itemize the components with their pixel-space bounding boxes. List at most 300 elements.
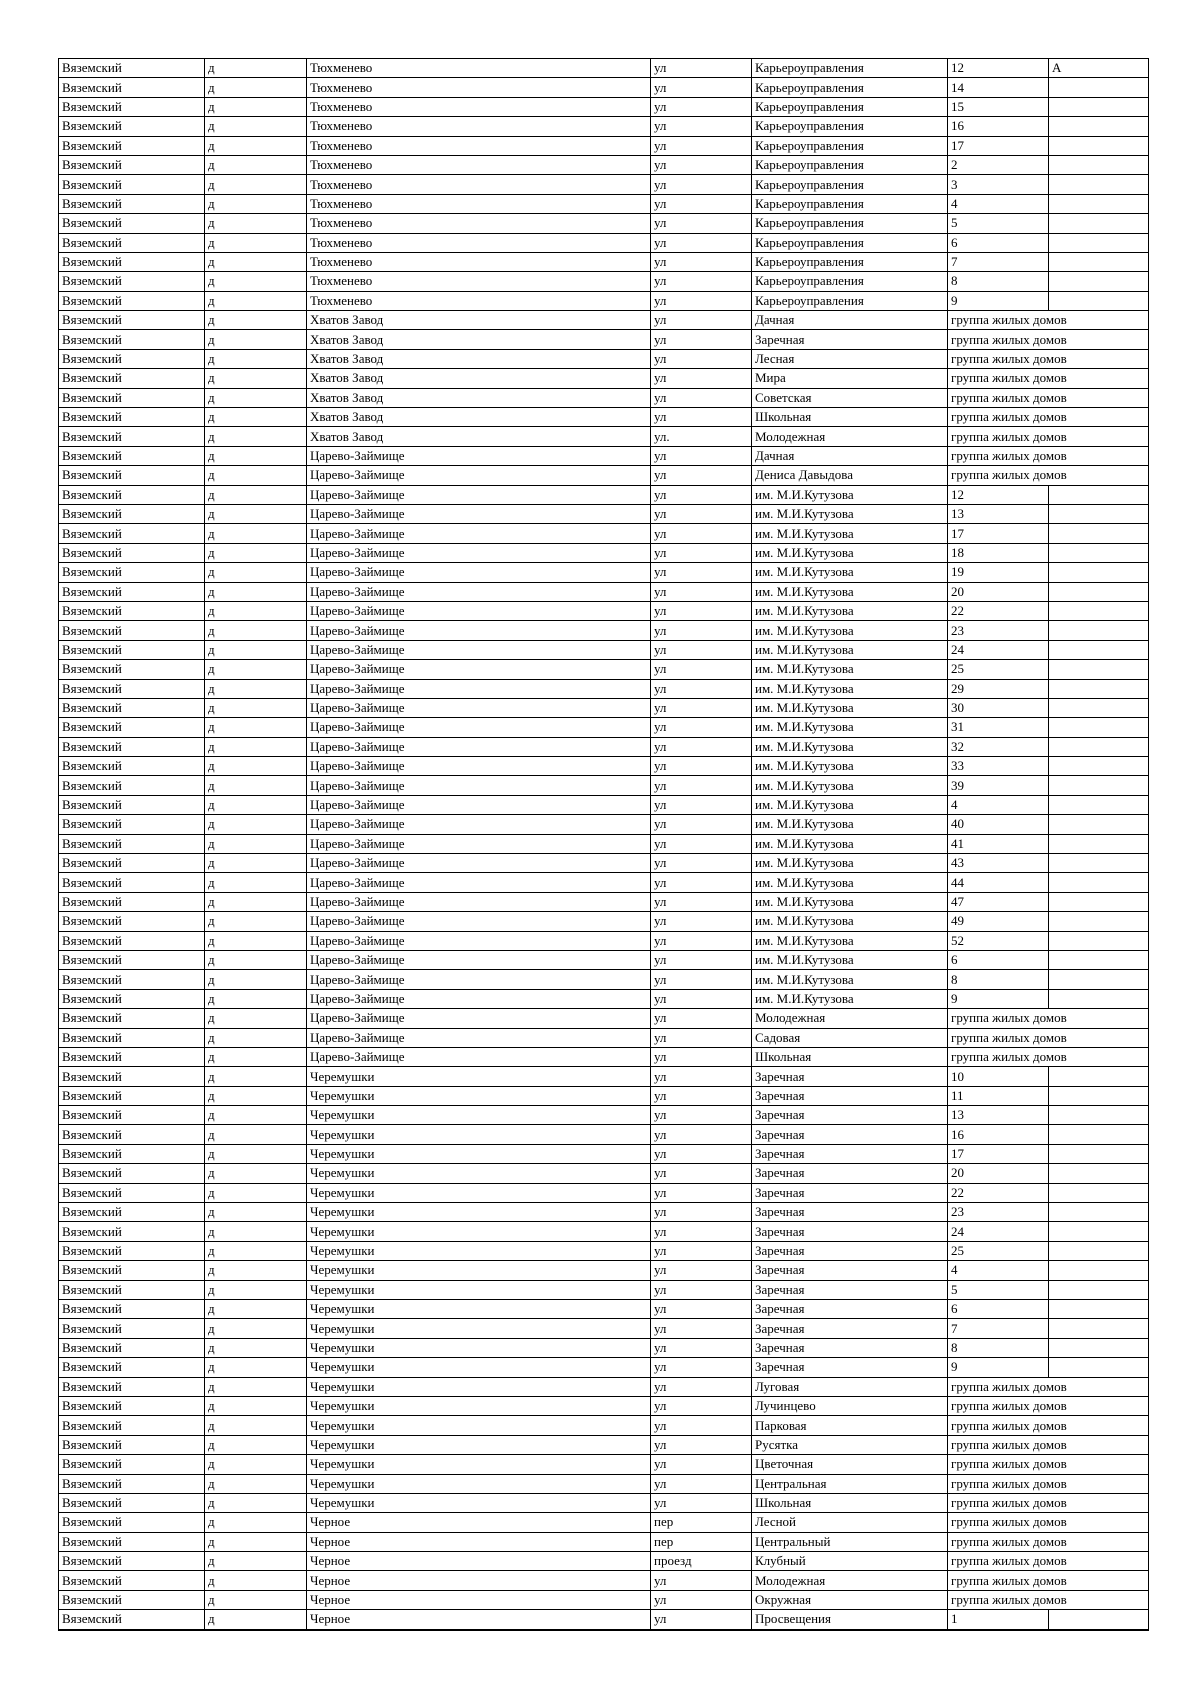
table-row	[59, 1377, 1149, 1396]
settlement-type-cell: д	[205, 272, 307, 291]
building-letter-cell	[1049, 1610, 1149, 1630]
building-letter-cell	[1049, 1222, 1149, 1241]
table-row	[59, 757, 1149, 776]
settlement-name-cell: Черемушки	[307, 1203, 651, 1222]
street-type-cell: ул	[651, 388, 752, 407]
street-type-cell: ул	[651, 1416, 752, 1435]
house-number-cell: 4	[948, 795, 1049, 814]
settlement-type-cell: д	[205, 757, 307, 776]
settlement-name-cell: Царево-Займище	[307, 854, 651, 873]
street-name-cell: Заречная	[752, 1358, 948, 1377]
street-name-cell: им. М.И.Кутузова	[752, 621, 948, 640]
settlement-type-cell: д	[205, 97, 307, 116]
district-cell: Вяземский	[59, 252, 205, 271]
settlement-type-cell: д	[205, 427, 307, 446]
house-number-cell: 23	[948, 621, 1049, 640]
district-cell: Вяземский	[59, 1009, 205, 1028]
street-name-cell: Карьероуправления	[752, 155, 948, 174]
building-letter-cell	[1049, 1358, 1149, 1377]
building-letter-cell	[1049, 854, 1149, 873]
street-type-cell: ул	[651, 582, 752, 601]
settlement-type-cell: д	[205, 698, 307, 717]
street-name-cell: Заречная	[752, 1144, 948, 1163]
district-cell: Вяземский	[59, 834, 205, 853]
street-name-cell: Центральный	[752, 1532, 948, 1551]
settlement-name-cell: Черемушки	[307, 1338, 651, 1357]
building-letter-cell	[1049, 1183, 1149, 1202]
house-number-cell: 8	[948, 272, 1049, 291]
settlement-type-cell: д	[205, 854, 307, 873]
house-number-cell: 22	[948, 1183, 1049, 1202]
street-type-cell: ул	[651, 834, 752, 853]
district-cell: Вяземский	[59, 504, 205, 523]
street-type-cell: ул	[651, 446, 752, 465]
table-row	[59, 815, 1149, 834]
settlement-name-cell: Черное	[307, 1513, 651, 1532]
house-number-cell: 30	[948, 698, 1049, 717]
house-number-cell: 6	[948, 950, 1049, 969]
settlement-type-cell: д	[205, 834, 307, 853]
street-type-cell: ул	[651, 854, 752, 873]
building-letter-cell	[1049, 194, 1149, 213]
table-row	[59, 1280, 1149, 1299]
settlement-type-cell: д	[205, 1513, 307, 1532]
table-row	[59, 660, 1149, 679]
building-letter-cell	[1049, 601, 1149, 620]
district-cell: Вяземский	[59, 1377, 205, 1396]
district-cell: Вяземский	[59, 1455, 205, 1474]
house-number-cell: группа жилых домов	[948, 1009, 1149, 1028]
street-type-cell: ул	[651, 1377, 752, 1396]
settlement-name-cell: Царево-Займище	[307, 485, 651, 504]
house-number-cell: 9	[948, 1358, 1049, 1377]
house-number-cell: 12	[948, 485, 1049, 504]
settlement-type-cell: д	[205, 1106, 307, 1125]
table-row	[59, 1086, 1149, 1105]
street-type-cell: ул	[651, 1493, 752, 1512]
table-row	[59, 427, 1149, 446]
street-name-cell: Заречная	[752, 330, 948, 349]
street-type-cell: ул	[651, 660, 752, 679]
table-row	[59, 892, 1149, 911]
district-cell: Вяземский	[59, 1164, 205, 1183]
district-cell: Вяземский	[59, 485, 205, 504]
district-cell: Вяземский	[59, 1474, 205, 1493]
street-type-cell: ул	[651, 795, 752, 814]
table-row	[59, 1590, 1149, 1609]
street-name-cell: Карьероуправления	[752, 272, 948, 291]
street-type-cell: ул	[651, 1241, 752, 1260]
settlement-type-cell: д	[205, 155, 307, 174]
district-cell: Вяземский	[59, 388, 205, 407]
house-number-cell: группа жилых домов	[948, 311, 1149, 330]
house-number-cell: группа жилых домов	[948, 408, 1149, 427]
building-letter-cell	[1049, 155, 1149, 174]
settlement-name-cell: Царево-Займище	[307, 543, 651, 562]
street-type-cell: ул	[651, 214, 752, 233]
table-row	[59, 1493, 1149, 1512]
building-letter-cell	[1049, 640, 1149, 659]
settlement-type-cell: д	[205, 1396, 307, 1415]
district-cell: Вяземский	[59, 679, 205, 698]
district-cell: Вяземский	[59, 1125, 205, 1144]
district-cell: Вяземский	[59, 698, 205, 717]
district-cell: Вяземский	[59, 524, 205, 543]
district-cell: Вяземский	[59, 233, 205, 252]
district-cell: Вяземский	[59, 1552, 205, 1571]
house-number-cell: 20	[948, 582, 1049, 601]
building-letter-cell	[1049, 815, 1149, 834]
settlement-type-cell: д	[205, 1144, 307, 1163]
settlement-type-cell: д	[205, 1203, 307, 1222]
street-name-cell: им. М.И.Кутузова	[752, 601, 948, 620]
settlement-type-cell: д	[205, 1125, 307, 1144]
settlement-type-cell: д	[205, 1047, 307, 1066]
settlement-name-cell: Черемушки	[307, 1435, 651, 1454]
table-row	[59, 873, 1149, 892]
street-type-cell: ул	[651, 931, 752, 950]
street-name-cell: Советская	[752, 388, 948, 407]
district-cell: Вяземский	[59, 1610, 205, 1630]
house-number-cell: 11	[948, 1086, 1049, 1105]
settlement-type-cell: д	[205, 466, 307, 485]
district-cell: Вяземский	[59, 931, 205, 950]
building-letter-cell	[1049, 1338, 1149, 1357]
street-name-cell: им. М.И.Кутузова	[752, 524, 948, 543]
table-row	[59, 524, 1149, 543]
settlement-type-cell: д	[205, 504, 307, 523]
street-type-cell: ул	[651, 1455, 752, 1474]
street-type-cell: ул	[651, 59, 752, 78]
table-row	[59, 1241, 1149, 1260]
settlement-type-cell: д	[205, 1455, 307, 1474]
settlement-name-cell: Царево-Займище	[307, 601, 651, 620]
street-type-cell: ул	[651, 155, 752, 174]
house-number-cell: группа жилых домов	[948, 1493, 1149, 1512]
settlement-type-cell: д	[205, 1183, 307, 1202]
settlement-name-cell: Тюхменево	[307, 291, 651, 310]
street-type-cell: пер	[651, 1513, 752, 1532]
settlement-name-cell: Хватов Завод	[307, 408, 651, 427]
table-row	[59, 776, 1149, 795]
settlement-type-cell: д	[205, 621, 307, 640]
building-letter-cell	[1049, 175, 1149, 194]
district-cell: Вяземский	[59, 640, 205, 659]
street-name-cell: Карьероуправления	[752, 252, 948, 271]
street-type-cell: ул	[651, 776, 752, 795]
settlement-name-cell: Тюхменево	[307, 175, 651, 194]
street-type-cell: ул	[651, 698, 752, 717]
settlement-name-cell: Царево-Займище	[307, 446, 651, 465]
table-row	[59, 446, 1149, 465]
house-number-cell: 16	[948, 1125, 1049, 1144]
settlement-name-cell: Царево-Займище	[307, 524, 651, 543]
street-type-cell: ул	[651, 78, 752, 97]
district-cell: Вяземский	[59, 718, 205, 737]
street-name-cell: Заречная	[752, 1319, 948, 1338]
street-type-cell: ул	[651, 369, 752, 388]
district-cell: Вяземский	[59, 1338, 205, 1357]
settlement-name-cell: Царево-Займище	[307, 621, 651, 640]
settlement-name-cell: Черемушки	[307, 1396, 651, 1415]
house-number-cell: 43	[948, 854, 1049, 873]
street-type-cell: ул	[651, 136, 752, 155]
table-row	[59, 1009, 1149, 1028]
district-cell: Вяземский	[59, 408, 205, 427]
house-number-cell: 19	[948, 563, 1049, 582]
table-row	[59, 1455, 1149, 1474]
settlement-name-cell: Хватов Завод	[307, 311, 651, 330]
house-number-cell: группа жилых домов	[948, 446, 1149, 465]
street-name-cell: им. М.И.Кутузова	[752, 854, 948, 873]
street-type-cell: ул	[651, 252, 752, 271]
settlement-name-cell: Тюхменево	[307, 78, 651, 97]
settlement-name-cell: Хватов Завод	[307, 427, 651, 446]
street-name-cell: Школьная	[752, 1047, 948, 1066]
settlement-name-cell: Черемушки	[307, 1164, 651, 1183]
settlement-type-cell: д	[205, 660, 307, 679]
street-name-cell: им. М.И.Кутузова	[752, 485, 948, 504]
table-row	[59, 1067, 1149, 1086]
building-letter-cell	[1049, 1125, 1149, 1144]
building-letter-cell	[1049, 543, 1149, 562]
settlement-type-cell: д	[205, 873, 307, 892]
settlement-type-cell: д	[205, 640, 307, 659]
house-number-cell: 39	[948, 776, 1049, 795]
district-cell: Вяземский	[59, 311, 205, 330]
street-name-cell: им. М.И.Кутузова	[752, 873, 948, 892]
settlement-name-cell: Черемушки	[307, 1261, 651, 1280]
street-name-cell: Карьероуправления	[752, 214, 948, 233]
house-number-cell: 22	[948, 601, 1049, 620]
district-cell: Вяземский	[59, 349, 205, 368]
settlement-type-cell: д	[205, 1222, 307, 1241]
settlement-type-cell: д	[205, 233, 307, 252]
street-type-cell: ул	[651, 1086, 752, 1105]
settlement-type-cell: д	[205, 252, 307, 271]
settlement-type-cell: д	[205, 59, 307, 78]
street-name-cell: им. М.И.Кутузова	[752, 698, 948, 717]
house-number-cell: 6	[948, 233, 1049, 252]
street-name-cell: Карьероуправления	[752, 136, 948, 155]
district-cell: Вяземский	[59, 330, 205, 349]
building-letter-cell	[1049, 989, 1149, 1008]
street-type-cell: ул	[651, 1047, 752, 1066]
settlement-type-cell: д	[205, 931, 307, 950]
building-letter-cell	[1049, 214, 1149, 233]
table-row	[59, 912, 1149, 931]
settlement-type-cell: д	[205, 795, 307, 814]
settlement-name-cell: Черемушки	[307, 1455, 651, 1474]
settlement-type-cell: д	[205, 485, 307, 504]
street-name-cell: Заречная	[752, 1300, 948, 1319]
district-cell: Вяземский	[59, 660, 205, 679]
settlement-name-cell: Царево-Займище	[307, 504, 651, 523]
street-name-cell: Заречная	[752, 1125, 948, 1144]
district-cell: Вяземский	[59, 1532, 205, 1551]
district-cell: Вяземский	[59, 194, 205, 213]
settlement-name-cell: Тюхменево	[307, 59, 651, 78]
settlement-type-cell: д	[205, 1435, 307, 1454]
house-number-cell: группа жилых домов	[948, 1532, 1149, 1551]
settlement-type-cell: д	[205, 679, 307, 698]
building-letter-cell	[1049, 1086, 1149, 1105]
street-name-cell: Карьероуправления	[752, 117, 948, 136]
settlement-name-cell: Царево-Займище	[307, 698, 651, 717]
table-row	[59, 1164, 1149, 1183]
building-letter-cell	[1049, 291, 1149, 310]
settlement-name-cell: Царево-Займище	[307, 1009, 651, 1028]
house-number-cell: 52	[948, 931, 1049, 950]
street-type-cell: ул	[651, 408, 752, 427]
house-number-cell: 25	[948, 1241, 1049, 1260]
table-row	[59, 466, 1149, 485]
building-letter-cell	[1049, 718, 1149, 737]
table-row	[59, 601, 1149, 620]
district-cell: Вяземский	[59, 97, 205, 116]
house-number-cell: 4	[948, 1261, 1049, 1280]
table-row	[59, 1319, 1149, 1338]
street-name-cell: Заречная	[752, 1183, 948, 1202]
settlement-type-cell: д	[205, 311, 307, 330]
street-name-cell: им. М.И.Кутузова	[752, 737, 948, 756]
settlement-name-cell: Черемушки	[307, 1241, 651, 1260]
district-cell: Вяземский	[59, 1435, 205, 1454]
table-row	[59, 175, 1149, 194]
table-row	[59, 854, 1149, 873]
building-letter-cell	[1049, 1067, 1149, 1086]
street-name-cell: Молодежная	[752, 427, 948, 446]
district-cell: Вяземский	[59, 59, 205, 78]
settlement-type-cell: д	[205, 1028, 307, 1047]
building-letter-cell	[1049, 97, 1149, 116]
settlement-name-cell: Царево-Займище	[307, 931, 651, 950]
district-cell: Вяземский	[59, 136, 205, 155]
house-number-cell: 47	[948, 892, 1049, 911]
district-cell: Вяземский	[59, 1493, 205, 1512]
district-cell: Вяземский	[59, 892, 205, 911]
settlement-type-cell: д	[205, 136, 307, 155]
settlement-type-cell: д	[205, 1338, 307, 1357]
settlement-name-cell: Тюхменево	[307, 155, 651, 174]
settlement-type-cell: д	[205, 388, 307, 407]
settlement-type-cell: д	[205, 349, 307, 368]
street-type-cell: ул	[651, 1222, 752, 1241]
house-number-cell: группа жилых домов	[948, 1377, 1149, 1396]
district-cell: Вяземский	[59, 427, 205, 446]
settlement-type-cell: д	[205, 582, 307, 601]
house-number-cell: группа жилых домов	[948, 1396, 1149, 1415]
district-cell: Вяземский	[59, 1086, 205, 1105]
settlement-name-cell: Царево-Займище	[307, 989, 651, 1008]
street-name-cell: Карьероуправления	[752, 97, 948, 116]
district-cell: Вяземский	[59, 446, 205, 465]
settlement-name-cell: Царево-Займище	[307, 776, 651, 795]
table-row	[59, 1144, 1149, 1163]
table-row	[59, 272, 1149, 291]
district-cell: Вяземский	[59, 621, 205, 640]
street-type-cell: ул	[651, 311, 752, 330]
settlement-name-cell: Черемушки	[307, 1377, 651, 1396]
settlement-name-cell: Тюхменево	[307, 252, 651, 271]
settlement-name-cell: Царево-Займище	[307, 834, 651, 853]
settlement-type-cell: д	[205, 117, 307, 136]
street-name-cell: Заречная	[752, 1241, 948, 1260]
street-name-cell: Карьероуправления	[752, 78, 948, 97]
street-name-cell: им. М.И.Кутузова	[752, 776, 948, 795]
table-row	[59, 621, 1149, 640]
house-number-cell: 25	[948, 660, 1049, 679]
house-number-cell: 3	[948, 175, 1049, 194]
street-type-cell: ул	[651, 175, 752, 194]
settlement-type-cell: д	[205, 446, 307, 465]
district-cell: Вяземский	[59, 78, 205, 97]
building-letter-cell	[1049, 78, 1149, 97]
settlement-type-cell: д	[205, 1552, 307, 1571]
street-name-cell: им. М.И.Кутузова	[752, 543, 948, 562]
building-letter-cell	[1049, 563, 1149, 582]
district-cell: Вяземский	[59, 155, 205, 174]
building-letter-cell	[1049, 912, 1149, 931]
building-letter-cell	[1049, 1300, 1149, 1319]
street-name-cell: им. М.И.Кутузова	[752, 795, 948, 814]
building-letter-cell	[1049, 795, 1149, 814]
building-letter-cell	[1049, 679, 1149, 698]
table-row	[59, 1222, 1149, 1241]
street-name-cell: Луговая	[752, 1377, 948, 1396]
street-type-cell: ул	[651, 291, 752, 310]
building-letter-cell	[1049, 1106, 1149, 1125]
district-cell: Вяземский	[59, 989, 205, 1008]
house-number-cell: группа жилых домов	[948, 1590, 1149, 1609]
settlement-type-cell: д	[205, 408, 307, 427]
street-type-cell: ул	[651, 1319, 752, 1338]
table-row	[59, 252, 1149, 271]
settlement-name-cell: Царево-Займище	[307, 912, 651, 931]
settlement-type-cell: д	[205, 1241, 307, 1260]
settlement-type-cell: д	[205, 892, 307, 911]
street-name-cell: Клубный	[752, 1552, 948, 1571]
house-number-cell: группа жилых домов	[948, 1513, 1149, 1532]
street-type-cell: ул	[651, 1590, 752, 1609]
table-row	[59, 214, 1149, 233]
street-name-cell: Дачная	[752, 446, 948, 465]
settlement-name-cell: Черемушки	[307, 1300, 651, 1319]
district-cell: Вяземский	[59, 1222, 205, 1241]
settlement-name-cell: Царево-Займище	[307, 582, 651, 601]
street-name-cell: им. М.И.Кутузова	[752, 504, 948, 523]
table-row	[59, 1571, 1149, 1590]
settlement-type-cell: д	[205, 1164, 307, 1183]
building-letter-cell	[1049, 1261, 1149, 1280]
street-type-cell: ул	[651, 718, 752, 737]
house-number-cell: 16	[948, 117, 1049, 136]
street-name-cell: им. М.И.Кутузова	[752, 582, 948, 601]
street-type-cell: ул	[651, 873, 752, 892]
building-letter-cell	[1049, 1280, 1149, 1299]
street-name-cell: им. М.И.Кутузова	[752, 660, 948, 679]
district-cell: Вяземский	[59, 776, 205, 795]
building-letter-cell	[1049, 698, 1149, 717]
street-type-cell: ул	[651, 1106, 752, 1125]
settlement-name-cell: Царево-Займище	[307, 1047, 651, 1066]
district-cell: Вяземский	[59, 1396, 205, 1415]
settlement-name-cell: Хватов Завод	[307, 369, 651, 388]
district-cell: Вяземский	[59, 369, 205, 388]
house-number-cell: 24	[948, 640, 1049, 659]
street-name-cell: Заречная	[752, 1280, 948, 1299]
settlement-name-cell: Черемушки	[307, 1319, 651, 1338]
